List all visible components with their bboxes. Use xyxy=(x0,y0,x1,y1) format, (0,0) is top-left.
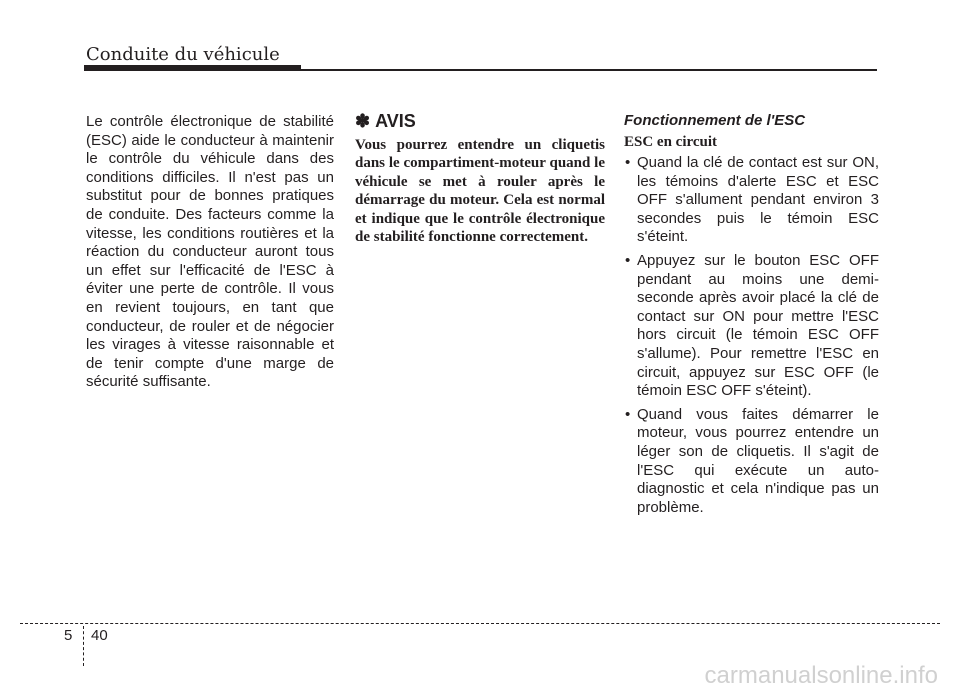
bullet-text: Appuyez sur le bouton ESC OFF pendant au moins une demi-seconde après avoir placé la clé de contact sur ON pour mettre l'ESC hors circuit (le témoin ESC OFF s'allume). Pour remettre l'ESC en circuit, appuyez sur ESC OFF (le témoin ESC OFF s'éteint). xyxy=(637,251,879,400)
list-item xyxy=(624,154,879,247)
footer-divider xyxy=(83,626,84,666)
notice-heading xyxy=(355,111,605,131)
notice-box xyxy=(355,113,605,246)
bullet-icon: • xyxy=(625,251,631,269)
page-number: 40 xyxy=(91,627,108,644)
intro-paragraph: Le contrôle électronique de stabilité (ESC) aide le conducteur à maintenir le contrôle du véhicule dans des conditions difficiles. Il n'est pas un substitut pour de bonnes pratiques de conduite. Des facteurs comme la vitesse, les conditions routières et la réaction du conducteur auront tous un effet sur l'efficacité de l'ESC à éviter une perte de contrôle. Il vous en revient toujours, en tant que conducteur, de rouler et de négocier les virages à vitesse raisonnable et de tenir compte d'une marge de sécurité suffisante. xyxy=(86,113,334,391)
bullet-text: Quand la clé de contact est sur ON, les témoins d'alerte ESC et ESC OFF s'allument pendant environ 3 secondes puis le témoin ESC s'éteint. xyxy=(637,154,879,246)
operation-heading: Fonctionnement de l'ESC xyxy=(624,112,806,129)
notice-star-icon: ✽ xyxy=(355,111,371,131)
header-rule-thick xyxy=(84,65,301,71)
operation-section xyxy=(624,113,879,522)
operation-bullet-list xyxy=(624,154,879,517)
footer-dashed-rule xyxy=(20,623,940,624)
bullet-text: Quand vous faites démarrer le moteur, vous pourrez entendre un léger son de cliquetis. Il s'agit de l'ESC qui exécute un auto-diagnostic et cela n'indique pas un problème. xyxy=(637,405,879,516)
left-column xyxy=(86,113,334,392)
notice-body: Vous pourrez entendre un cliquetis dans le compartiment-moteur quand le véhicule se met à rouler après le démarrage du moteur. Cela est normal et indique que le contrôle électronique de stabilité fonctionne correctement. xyxy=(355,137,605,246)
notice-title: AVIS xyxy=(375,111,416,131)
header-rule-thin xyxy=(301,69,877,71)
list-item xyxy=(624,252,879,401)
operation-subheading: ESC en circuit xyxy=(624,134,718,150)
section-number: 5 xyxy=(64,627,73,644)
watermark: carmanualsonline.info xyxy=(704,662,938,689)
bullet-icon: • xyxy=(625,154,631,171)
list-item xyxy=(624,406,879,518)
bullet-icon: • xyxy=(625,405,631,423)
header-title: Conduite du véhicule xyxy=(86,44,280,65)
